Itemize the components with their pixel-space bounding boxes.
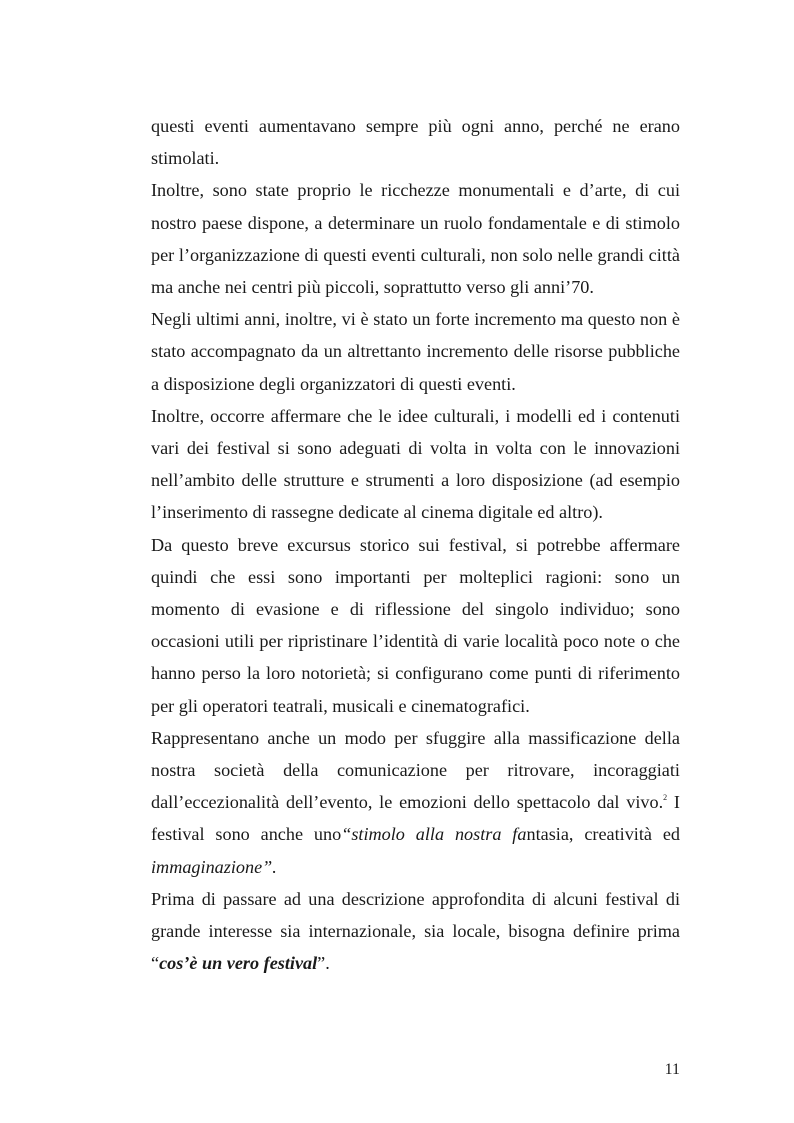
paragraph-3: Negli ultimi anni, inoltre, vi è stato un forte incremento ma questo non è stato accompagnato da un altrettanto incremento delle risorse pubbliche a disposizione degli organizzatori di questi eventi.	[151, 309, 680, 394]
footnote-reference: 2	[663, 793, 668, 803]
paragraph-7-text-1: Prima di passare ad una descrizione approfondita di alcuni festival di grande interesse sia internazionale, sia locale, bisogna definire prima	[151, 888, 680, 942]
paragraph-6-text-3: ntasia, creatività ed	[526, 824, 681, 845]
emphasis-festival: cos’è un vero festival	[159, 953, 318, 974]
paragraph-1: questi eventi aumentavano sempre più ogni anno, perché ne erano stimolati.	[151, 116, 680, 169]
quote-open: “	[151, 953, 160, 974]
paragraph-6-italic-b: immaginazione”.	[151, 856, 277, 877]
paragraph-7	[151, 883, 680, 980]
paragraph-6-italic-a: “stimolo alla nostra fa	[341, 824, 527, 845]
paragraph-6	[151, 722, 680, 883]
paragraph-6-text-1: Rappresentano anche un modo per sfuggire alla massificazione della nostra società della comunicazione per ritrovare, incoraggiati dall’eccezionalità dell’evento, le emozioni dello spettacolo dal vivo.	[151, 727, 680, 813]
paragraph-4: Inoltre, occorre affermare che le idee culturali, i modelli ed i contenuti vari dei festival si sono adeguati di volta in volta con le innovazioni nell’ambito delle strutture e strumenti a loro disposizione (ad esempio l’inserimento di rassegne dedicate al cinema digitale ed altro).	[151, 405, 680, 523]
body-text	[151, 110, 680, 979]
quote-close: ”.	[317, 953, 330, 974]
paragraph-2: Inoltre, sono state proprio le ricchezze monumentali e d’arte, di cui nostro paese dispone, a determinare un ruolo fondamentale e di stimolo per l’organizzazione di questi eventi culturali, non solo nelle grandi città ma anche nei centri più piccoli, soprattutto verso gli anni’70.	[151, 180, 680, 298]
paragraph-5: Da questo breve excursus storico sui festival, si potrebbe affermare quindi che essi sono importanti per molteplici ragioni: sono un momento di evasione e di riflessione del singolo individuo; sono occasioni utili per ripristinare l’identità di varie località poco note o che hanno perso la loro notorietà; si configurano come punti di riferimento per gli operatori teatrali, musicali e cinematografici.	[151, 534, 680, 716]
page-number: 11	[664, 1061, 680, 1078]
paragraph-6-text-2: I festival sono anche uno	[151, 792, 680, 845]
